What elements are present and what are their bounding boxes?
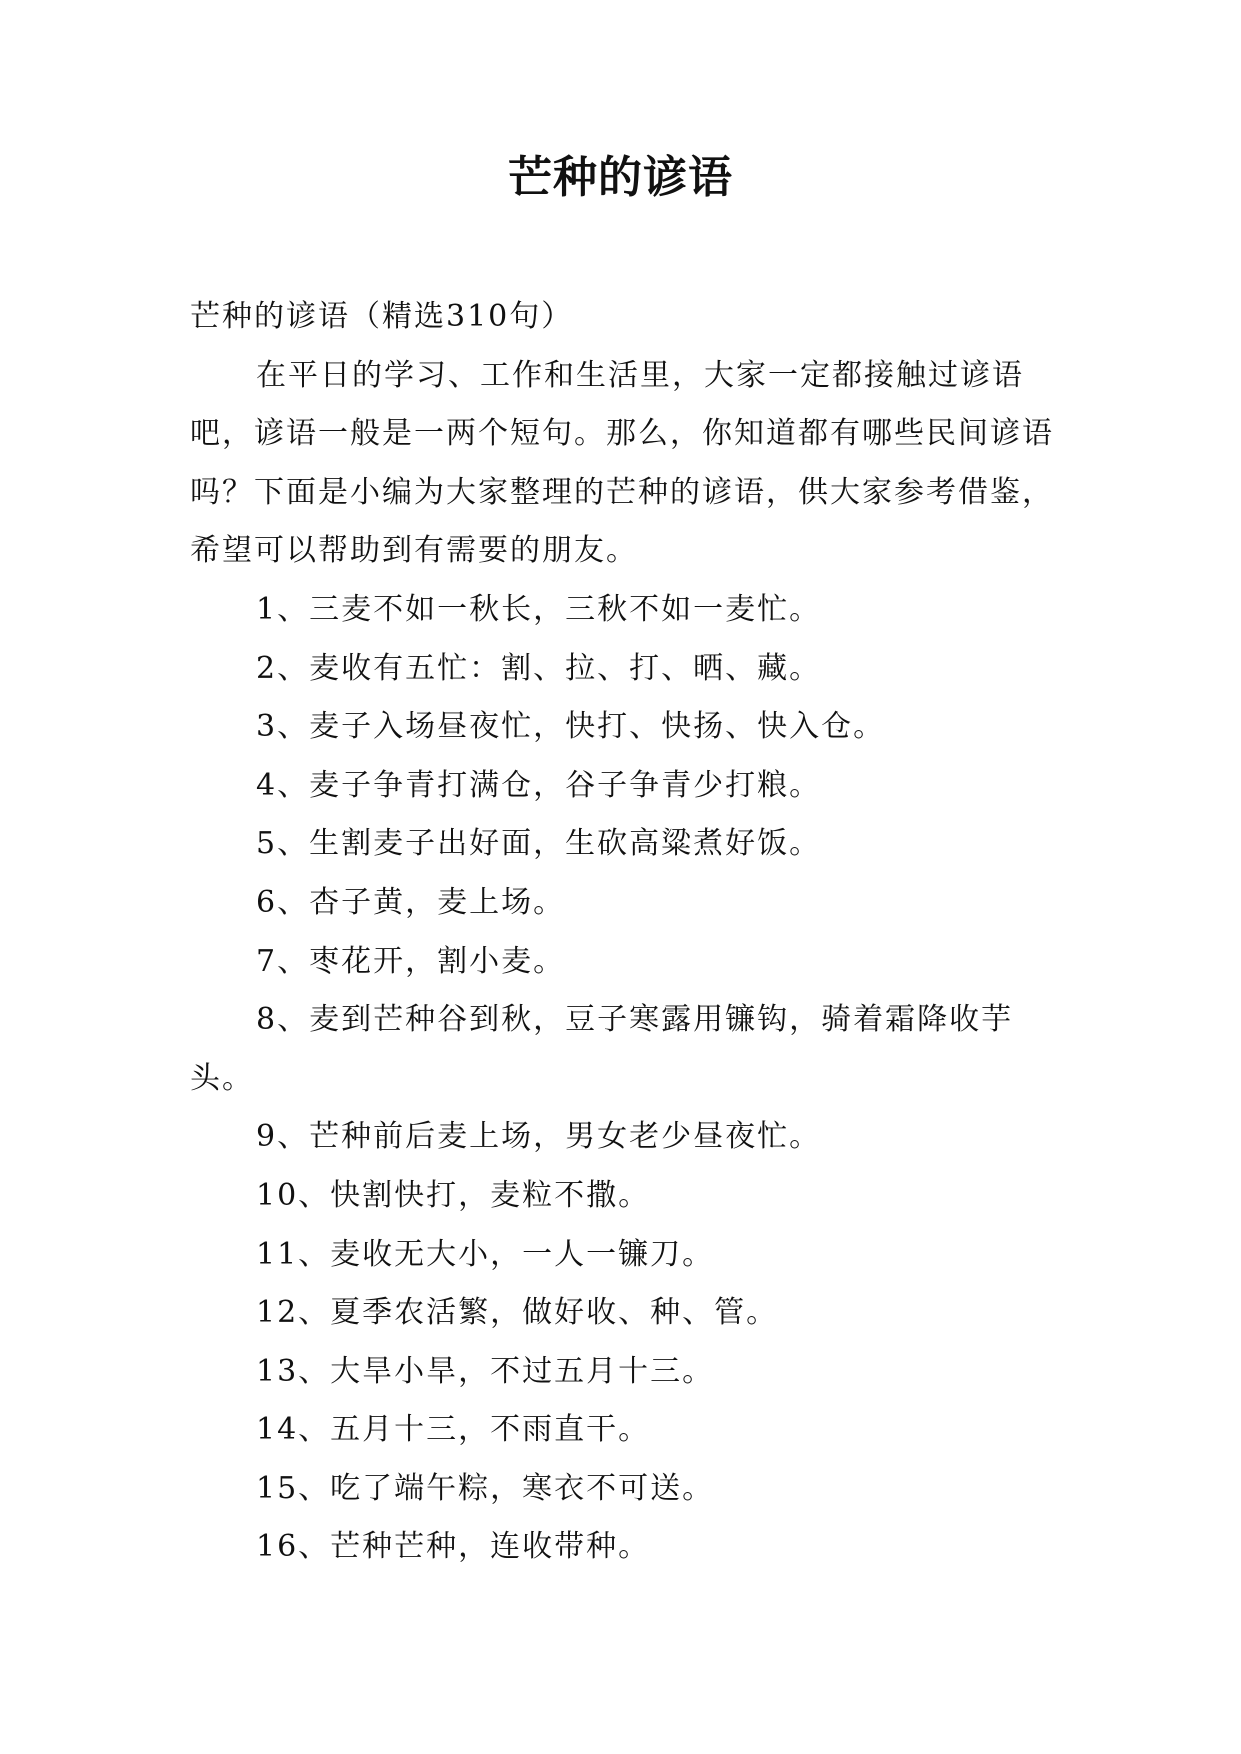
- proverb-item: 13、大旱小旱，不过五月十三。: [256, 1353, 715, 1389]
- proverb-item: 10、快割快打，麦粒不撒。: [256, 1177, 651, 1213]
- proverb-item: 4、麦子争青打满仓，谷子争青少打粮。: [256, 767, 822, 803]
- proverb-item: 2、麦收有五忙：割、拉、打、晒、藏。: [256, 650, 822, 686]
- proverb-item: 5、生割麦子出好面，生砍高粱煮好饭。: [256, 826, 822, 862]
- intro-paragraph: 在平日的学习、工作和生活里，大家一定都接触过谚语吧，谚语一般是一两个短句。那么，你知道都有哪些民间谚语吗？下面是小编为大家整理的芒种的谚语，供大家参考借鉴，希望可以帮助到有需要的朋友。: [190, 357, 1054, 569]
- proverb-item: 8、麦到芒种谷到秋，豆子寒露用镰钩，骑着霜降收芋头。: [190, 1002, 1014, 1096]
- document-title: 芒种的谚语: [508, 152, 733, 203]
- document-subtitle: 芒种的谚语（精选310句）: [190, 299, 574, 334]
- proverb-item: 12、夏季农活繁，做好收、种、管。: [256, 1295, 779, 1331]
- proverb-item: 9、芒种前后麦上场，男女老少昼夜忙。: [256, 1119, 822, 1155]
- proverb-item: 14、五月十三，不雨直干。: [256, 1412, 651, 1448]
- proverb-item: 1、三麦不如一秋长，三秋不如一麦忙。: [256, 591, 822, 627]
- proverb-item: 16、芒种芒种，连收带种。: [256, 1529, 651, 1565]
- proverb-item: 6、杏子黄，麦上场。: [256, 884, 566, 920]
- proverb-item: 15、吃了端午粽，寒衣不可送。: [256, 1470, 715, 1506]
- proverb-item: 7、枣花开，割小麦。: [256, 943, 566, 979]
- proverb-item: 11、麦收无大小，一人一镰刀。: [256, 1236, 715, 1272]
- document-body: [190, 288, 1055, 1577]
- proverb-item: 3、麦子入场昼夜忙，快打、快扬、快入仓。: [256, 709, 886, 745]
